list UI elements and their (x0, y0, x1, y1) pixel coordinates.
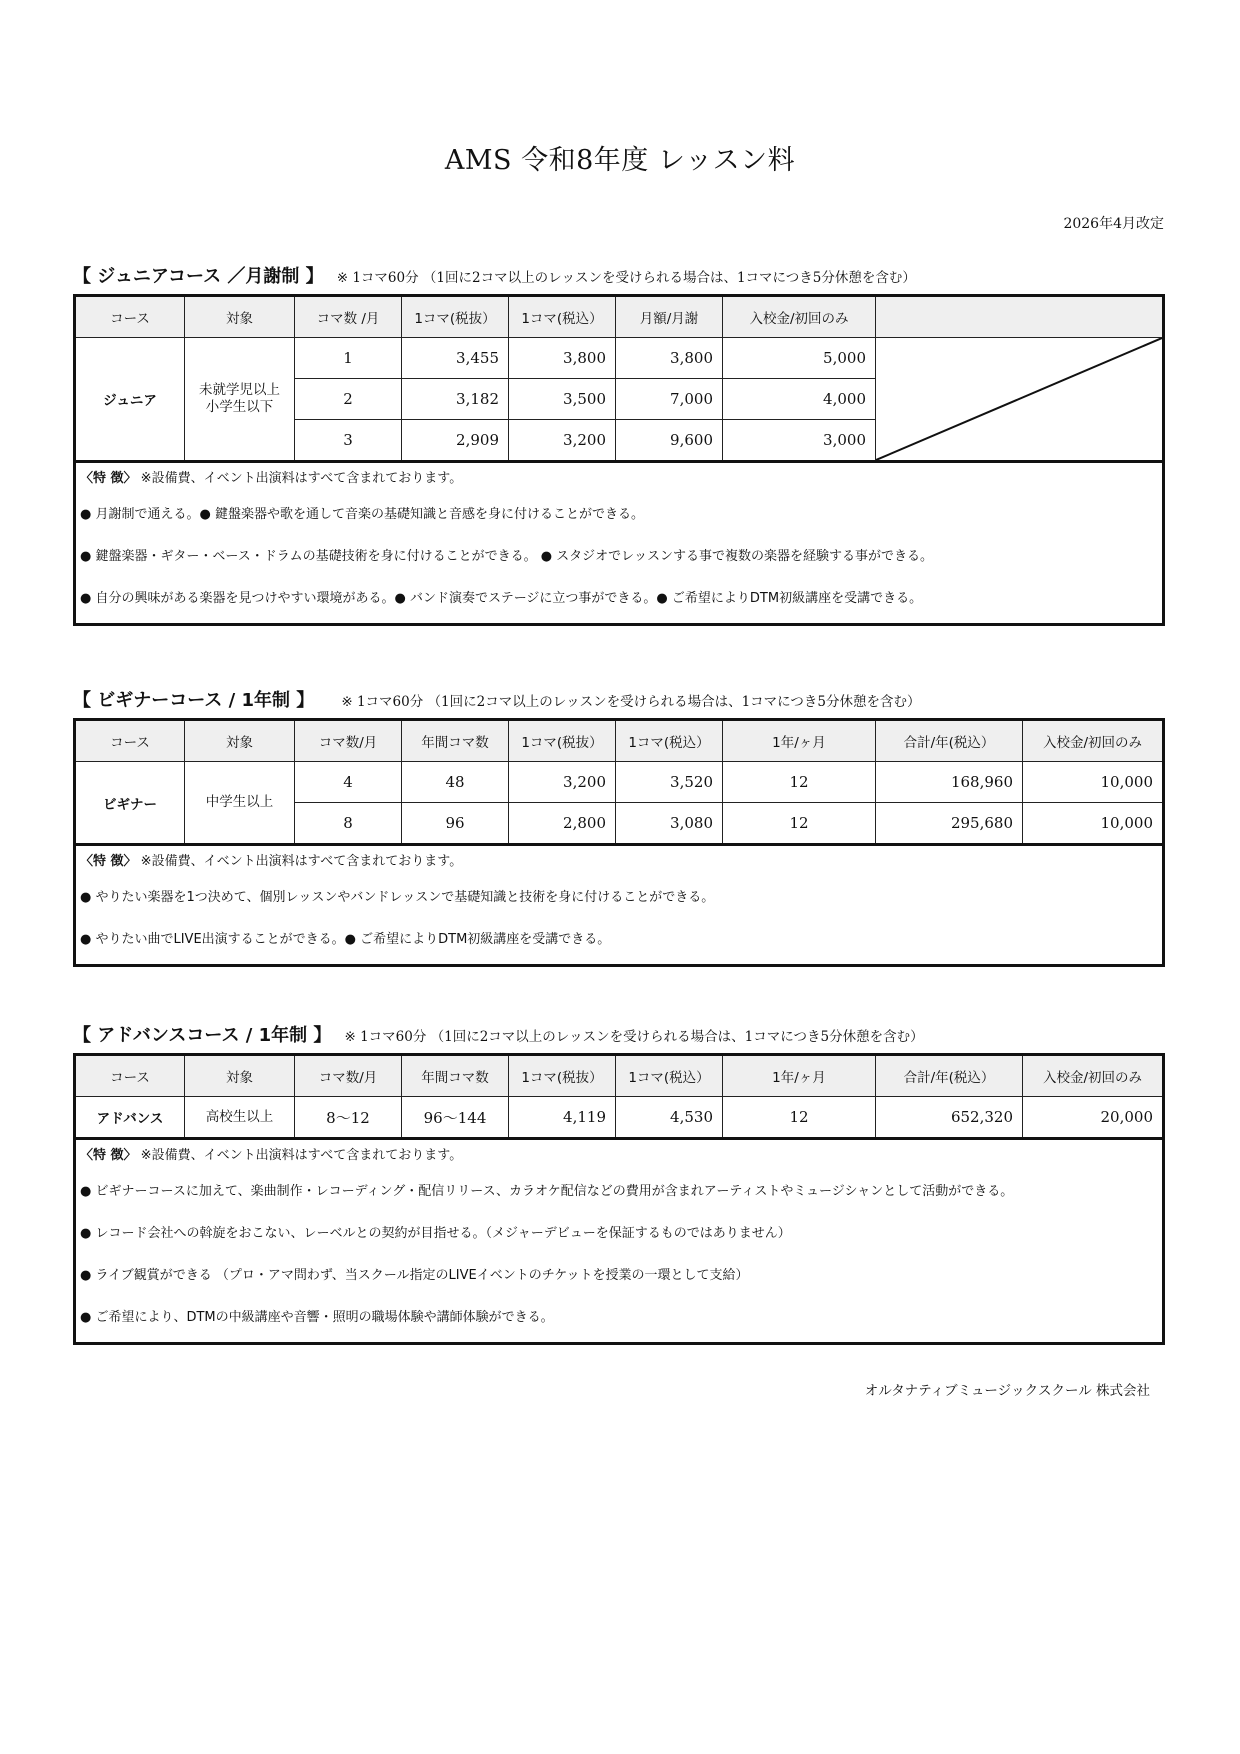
feature-line: ● 自分の興味がある楽器を見つけやすい環境がある。● バンド演奏でステージに立つ事ができる。● ご希望によりDTM初級講座を受講できる。 (80, 591, 923, 606)
table-row (75, 338, 1164, 379)
course-target (185, 338, 295, 462)
header-annual-koma: 年間コマ数 (402, 1055, 509, 1097)
revision-date: 2026年4月改定 (1063, 216, 1164, 232)
cell-price-excl: 2,909 (402, 420, 509, 462)
cell-entry-fee: 3,000 (723, 420, 876, 462)
header-target: 対象 (185, 296, 295, 338)
header-total: 合計/年(税込） (876, 720, 1023, 762)
cell-price-incl: 3,200 (509, 420, 616, 462)
junior-heading-note: ※ 1コマ60分 （1回に2コマ以上のレッスンを受けられる場合は、1コマにつき5分休憩を含む） (336, 270, 916, 286)
feature-line: 〈特 徴〉 ※設備費、イベント出演料はすべて含まれております。 (80, 854, 463, 869)
feature-line: ● やりたい曲でLIVE出演することができる。● ご希望によりDTM初級講座を受講できる。 (80, 932, 611, 947)
cell-koma: 8 (295, 803, 402, 845)
feature-line: 〈特 徴〉 ※設備費、イベント出演料はすべて含まれております。 (80, 1148, 463, 1163)
cell-total: 295,680 (876, 803, 1023, 845)
table-header-row (75, 1055, 1164, 1097)
header-annual-koma: 年間コマ数 (402, 720, 509, 762)
cell-price-excl: 3,200 (509, 762, 616, 803)
cell-koma: 4 (295, 762, 402, 803)
beginner-fee-table (73, 718, 1165, 967)
cell-koma: 2 (295, 379, 402, 420)
header-course: コース (75, 1055, 185, 1097)
header-months: 1年/ヶ月 (723, 720, 876, 762)
header-monthly: 月額/月謝 (616, 296, 723, 338)
cell-months: 12 (723, 762, 876, 803)
course-name: ビギナー (75, 762, 185, 845)
junior-heading-title: 【 ジュニアコース ／月謝制 】 (73, 266, 324, 287)
header-months: 1年/ヶ月 (723, 1055, 876, 1097)
header-course: コース (75, 720, 185, 762)
advance-features (75, 1139, 1164, 1344)
cell-price-excl: 4,119 (509, 1097, 616, 1139)
junior-section-heading (73, 262, 916, 288)
beginner-heading-title: 【 ビギナーコース / 1年制 】 (73, 690, 315, 711)
advance-heading-note: ※ 1コマ60分 （1回に2コマ以上のレッスンを受けられる場合は、1コマにつき5分休憩を含む） (344, 1029, 924, 1045)
cell-price-incl: 3,800 (509, 338, 616, 379)
target-line-1: 未就学児以上 (199, 382, 280, 398)
table-header-row (75, 720, 1164, 762)
cell-annual-koma: 96～144 (402, 1097, 509, 1139)
cell-koma: 8～12 (295, 1097, 402, 1139)
feature-label: 〈特 徴〉 (80, 471, 137, 486)
junior-features (75, 462, 1164, 625)
feature-label: 〈特 徴〉 (80, 1148, 137, 1163)
header-target: 対象 (185, 1055, 295, 1097)
cell-entry-fee: 20,000 (1023, 1097, 1164, 1139)
cell-price-excl: 3,182 (402, 379, 509, 420)
feature-line: ● ライブ観賞ができる （プロ・アマ問わず、当スクール指定のLIVEイベントのチケットを授業の一環として支給） (80, 1268, 749, 1283)
header-koma: コマ数/月 (295, 1055, 402, 1097)
table-header-row (75, 296, 1164, 338)
cell-total: 652,320 (876, 1097, 1023, 1139)
header-price-incl: 1コマ(税込） (509, 296, 616, 338)
cell-price-excl: 3,455 (402, 338, 509, 379)
advance-fee-table (73, 1053, 1165, 1345)
feature-line: ● ご希望により、DTMの中級講座や音響・照明の職場体験や講師体験ができる。 (80, 1310, 554, 1325)
header-price-incl: 1コマ(税込） (616, 720, 723, 762)
header-target: 対象 (185, 720, 295, 762)
cell-months: 12 (723, 1097, 876, 1139)
cell-annual-koma: 96 (402, 803, 509, 845)
table-row (75, 762, 1164, 803)
cell-koma: 3 (295, 420, 402, 462)
feature-line: ● レコード会社への斡旋をおこない、レーベルとの契約が目指せる。（メジャーデビューを保証するものではありません） (80, 1226, 791, 1241)
feature-label: 〈特 徴〉 (80, 854, 137, 869)
cell-price-incl: 3,520 (616, 762, 723, 803)
course-target: 高校生以上 (185, 1097, 295, 1139)
header-koma: コマ数 /月 (295, 296, 402, 338)
blank-diagonal-cell (876, 338, 1164, 462)
cell-total: 168,960 (876, 762, 1023, 803)
cell-entry-fee: 10,000 (1023, 762, 1164, 803)
beginner-features (75, 845, 1164, 966)
cell-entry-fee: 5,000 (723, 338, 876, 379)
cell-price-excl: 2,800 (509, 803, 616, 845)
advance-section-heading (73, 1021, 924, 1047)
header-total: 合計/年(税込） (876, 1055, 1023, 1097)
header-price-excl: 1コマ(税抜） (509, 720, 616, 762)
cell-monthly: 7,000 (616, 379, 723, 420)
company-name: オルタナティブミュージックスクール 株式会社 (864, 1383, 1150, 1399)
cell-entry-fee: 10,000 (1023, 803, 1164, 845)
junior-fee-table (73, 294, 1165, 626)
cell-monthly: 3,800 (616, 338, 723, 379)
header-blank (876, 296, 1164, 338)
course-target: 中学生以上 (185, 762, 295, 845)
header-price-incl: 1コマ(税込） (616, 1055, 723, 1097)
diagonal-line (876, 338, 1162, 460)
beginner-section-heading (73, 686, 920, 712)
header-price-excl: 1コマ(税抜） (509, 1055, 616, 1097)
header-koma: コマ数/月 (295, 720, 402, 762)
feature-line: ● やりたい楽器を1つ決めて、個別レッスンやバンドレッスンで基礎知識と技術を身に付けることができる。 (80, 890, 715, 905)
course-name: ジュニア (75, 338, 185, 462)
feature-line: ● 鍵盤楽器・ギター・ベース・ドラムの基礎技術を身に付けることができる。 ● スタジオでレッスンする事で複数の楽器を経験する事ができる。 (80, 549, 934, 564)
cell-price-incl: 3,080 (616, 803, 723, 845)
cell-annual-koma: 48 (402, 762, 509, 803)
page-title: AMS 令和8年度 レッスン料 (444, 145, 796, 176)
cell-price-incl: 4,530 (616, 1097, 723, 1139)
feature-line: 〈特 徴〉 ※設備費、イベント出演料はすべて含まれております。 (80, 471, 463, 486)
header-entry-fee: 入校金/初回のみ (1023, 1055, 1164, 1097)
header-entry-fee: 入校金/初回のみ (1023, 720, 1164, 762)
header-course: コース (75, 296, 185, 338)
cell-months: 12 (723, 803, 876, 845)
beginner-heading-note: ※ 1コマ60分 （1回に2コマ以上のレッスンを受けられる場合は、1コマにつき5分休憩を含む） (341, 694, 921, 710)
cell-monthly: 9,600 (616, 420, 723, 462)
header-entry-fee: 入校金/初回のみ (723, 296, 876, 338)
feature-line: ● 月謝制で通える。● 鍵盤楽器や歌を通して音楽の基礎知識と音感を身に付けることができる。 (80, 507, 644, 522)
cell-entry-fee: 4,000 (723, 379, 876, 420)
header-price-excl: 1コマ(税抜） (402, 296, 509, 338)
target-line-2: 小学生以下 (205, 399, 274, 415)
feature-line: ● ビギナーコースに加えて、楽曲制作・レコーディング・配信リリース、カラオケ配信などの費用が含まれアーティストやミュージシャンとして活動ができる。 (80, 1184, 1014, 1199)
cell-price-incl: 3,500 (509, 379, 616, 420)
table-row (75, 1097, 1164, 1139)
course-name: アドバンス (75, 1097, 185, 1139)
cell-koma: 1 (295, 338, 402, 379)
advance-heading-title: 【 アドバンスコース / 1年制 】 (73, 1025, 332, 1046)
